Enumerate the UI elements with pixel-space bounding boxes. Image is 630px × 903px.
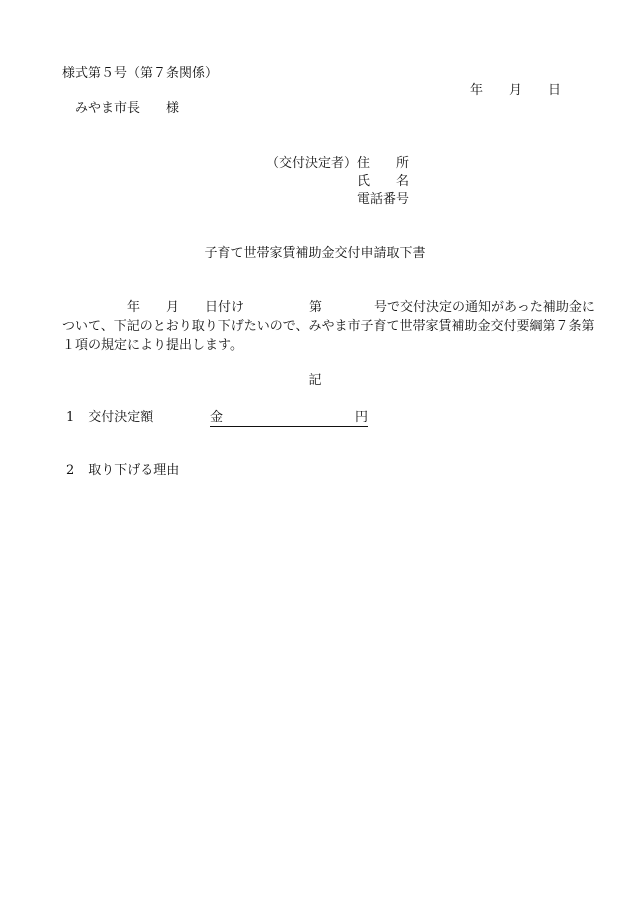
submission-date bbox=[470, 83, 561, 99]
addressee: みやま市長 様 bbox=[75, 101, 180, 116]
document-title: 子育て世帯家賃補助金交付申請取下書 bbox=[204, 246, 426, 261]
form-number: 様式第５号（第７条関係） bbox=[62, 66, 219, 81]
applicant-phone-field: 電話番号 bbox=[357, 192, 410, 207]
item-approved-amount bbox=[66, 410, 368, 426]
body-paragraph bbox=[62, 298, 595, 355]
date-day: 日 bbox=[548, 83, 562, 98]
item-label: 取り下げる理由 bbox=[88, 463, 180, 478]
applicant-name-field: 氏 名 bbox=[357, 174, 410, 189]
item-label: 交付決定額 bbox=[88, 410, 154, 425]
item-number: 1 bbox=[66, 410, 75, 425]
item-number: 2 bbox=[66, 463, 75, 478]
applicant-address-field: 住 所 bbox=[357, 156, 410, 171]
body-line: １項の規定により提出します。 bbox=[62, 338, 243, 353]
date-year: 年 bbox=[470, 83, 484, 98]
date-month: 月 bbox=[509, 83, 523, 98]
body-line: 年 月 日付け 第 号で交付決定の通知があった補助金に bbox=[62, 300, 595, 315]
body-line: ついて、下記のとおり取り下げたいので、みやま市子育て世帯家賃補助金交付要綱第７条第 bbox=[62, 319, 595, 334]
amount-prefix: 金 bbox=[210, 410, 224, 425]
applicant-label: （交付決定者） bbox=[266, 156, 358, 171]
amount-field bbox=[210, 410, 368, 427]
item-withdrawal-reason bbox=[66, 463, 179, 479]
record-mark: 記 bbox=[308, 373, 322, 388]
amount-suffix: 円 bbox=[354, 410, 368, 425]
